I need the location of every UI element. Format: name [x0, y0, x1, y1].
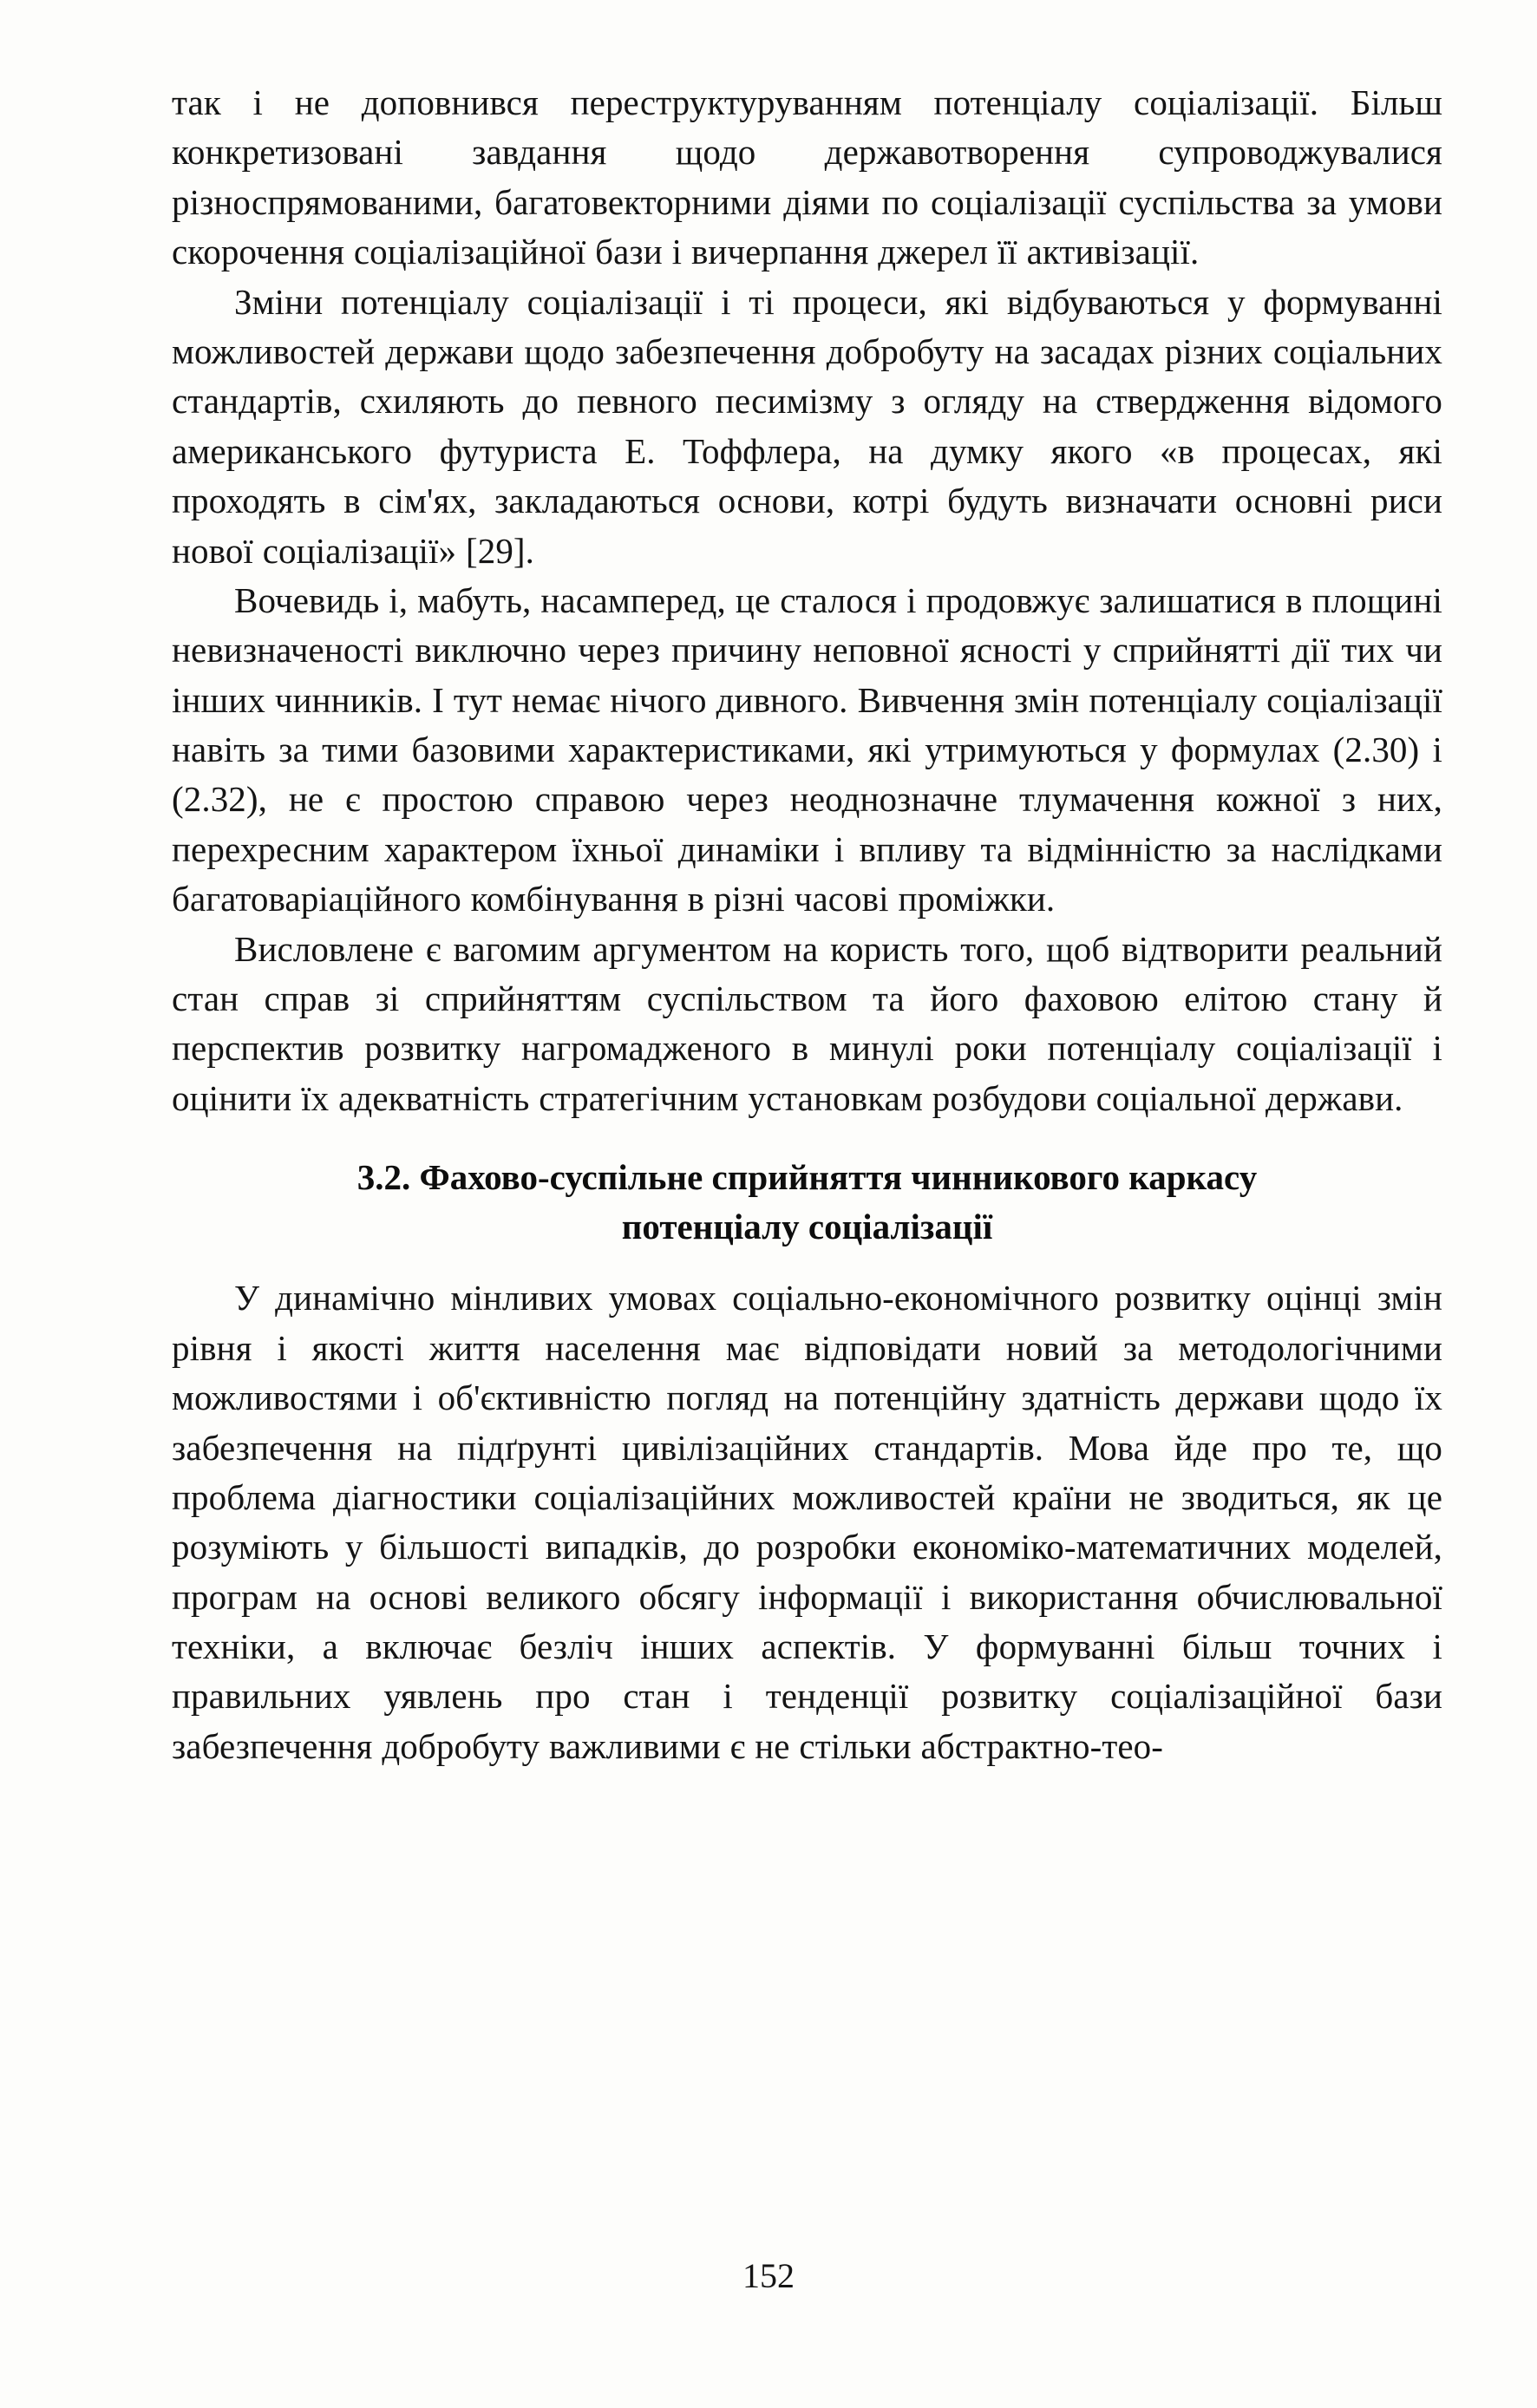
paragraph-3: Вочевидь і, мабуть, насамперед, це сталося і продовжує залишатися в площині невизначеності виключно через причину неповної ясності у сприйнятті дії тих чи інших чинників. І тут немає нічого дивного. Вивчення змін потенціалу соціалізації навіть за тими базовими характеристиками, які утримуються у формулах (2.30) і (2.32), не є простою справою через неоднозначне тлумачення кожної з них, перехресним характером їхньої динаміки і впливу та відмінністю за наслідками багатоваріаційного комбінування в різні часові проміжки.: [172, 579, 1442, 919]
paragraph-5: У динамічно мінливих умовах соціально-економічного розвитку оцінці змін рівня і якості життя населення має відповідати новий за методологічними можливостями і об'єктивністю погляд на потенційну здатність держави щодо їх забезпечення на підґрунті цивілізаційних стандартів. Мова йде про те, що проблема діагностики соціалізаційних можливостей країни не зводиться, як це розуміють у більшості випадків, до розробки економіко-математичних моделей, програм на основі великого обсягу інформації і використання обчислювальної техніки, а включає безліч інших аспектів. У формуванні більш точних і правильних уявлень про стан і тенденції розвитку соціалізаційної бази забезпечення добробуту важливими є не стільки абстрактно-тео-: [172, 1278, 1442, 1766]
paragraph-4: Висловлене є вагомим аргументом на користь того, щоб відтворити реальний стан справ зі сприйняттям суспільством та його фаховою елітою стану й перспектив розвитку нагромадженого в минулі роки потенціалу соціалізації і оцінити їх адекватність стратегічним установкам розбудови соціальної держави.: [172, 928, 1442, 1118]
paragraph-2: Зміни потенціалу соціалізації і ті процеси, які відбуваються у формуванні можливостей держави щодо забезпечення добробуту на засадах різних соціальних стандартів, схиляють до певного песимізму з огляду на ствердження відомого американського футуриста Е. Тоффлера, на думку якого «в процесах, які проходять в сім'ях, закладаються основи, котрі будуть визначати основні риси нової соціалізації» [29].: [172, 281, 1442, 571]
section-heading-line-2: потенціалу соціалізації: [621, 1206, 993, 1247]
paragraph-1: так і не доповнився переструктуруванням потенціалу соціалізації. Більш конкретизовані завдання щодо державотворення супроводжувалися різноспрямованими, багатовекторними діями по соціалізації суспільства за умови скорочення соціалізаційної бази і вичерпання джерел її активізації.: [172, 82, 1442, 272]
page-content: [172, 78, 1442, 1771]
page-number: 152: [742, 2256, 795, 2295]
section-heading: [172, 1153, 1442, 1251]
section-heading-line-1: 3.2. Фахово-суспільне сприйняття чинникового каркасу: [356, 1157, 1258, 1198]
